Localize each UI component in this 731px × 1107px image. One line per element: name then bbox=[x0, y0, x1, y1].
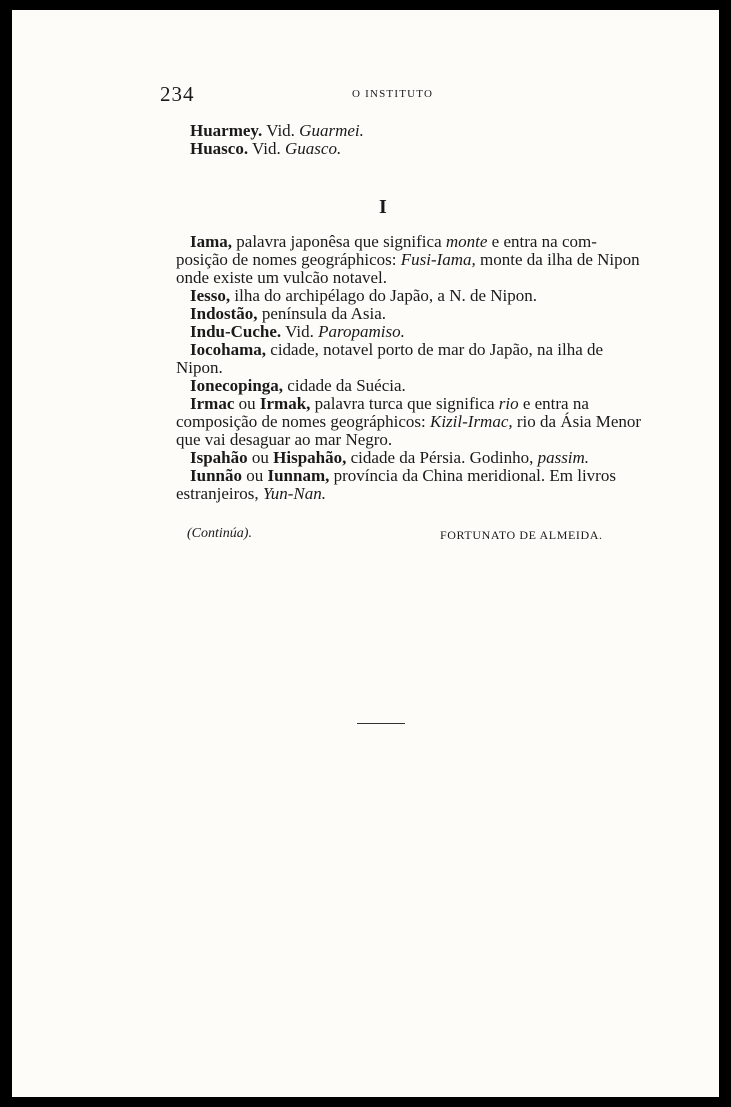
entry-huarmey: Huarmey. Vid. Guarmei. bbox=[190, 121, 364, 140]
continua-note: (Continúa). bbox=[187, 526, 252, 541]
entry-iama: Iama, palavra japonêsa que significa monte e entra na com- posição de nomes geográphicos: Fusi-Iama, monte da ilha de Nipon onde existe um vulcão notavel. bbox=[176, 232, 640, 287]
entry-iunnao: Iunnão ou Iunnam, província da China meridional. Em livros estranjeiros, Yun-Nan. bbox=[176, 466, 616, 503]
entry-iesso: Iesso, ilha do archipélago do Japão, a N. de Nipon. bbox=[190, 286, 538, 305]
running-head: O INSTITUTO bbox=[352, 88, 434, 100]
entry-iocohama: Iocohama, cidade, notavel porto de mar do Japão, na ilha de Nipon. bbox=[176, 340, 604, 377]
entry-irmac: Irmac ou Irmak, palavra turca que significa rio e entra na composição de nomes geográphicos: Kizil-Irmac, rio da Ásia Menor que vai desaguar ao mar Negro. bbox=[176, 394, 642, 449]
end-rule bbox=[357, 723, 405, 724]
entries-h bbox=[176, 122, 646, 158]
section-letter: I bbox=[379, 196, 387, 218]
author-signature: FORTUNATO DE ALMEIDA. bbox=[440, 528, 603, 542]
page-number: 234 bbox=[160, 82, 195, 106]
entry-indostao: Indostão, península da Asia. bbox=[190, 304, 386, 323]
entry-huasco: Huasco. Vid. Guasco. bbox=[190, 139, 342, 158]
entries-i bbox=[176, 233, 646, 503]
page-header bbox=[160, 82, 500, 106]
entry-indu-cuche: Indu-Cuche. Vid. Paropamiso. bbox=[190, 322, 405, 341]
entry-ispahao: Ispahão ou Hispahão, cidade da Pérsia. Godinho, passim. bbox=[190, 448, 590, 467]
entry-ionecopinga: Ionecopinga, cidade da Suécia. bbox=[190, 376, 406, 395]
document-page bbox=[12, 10, 719, 1097]
